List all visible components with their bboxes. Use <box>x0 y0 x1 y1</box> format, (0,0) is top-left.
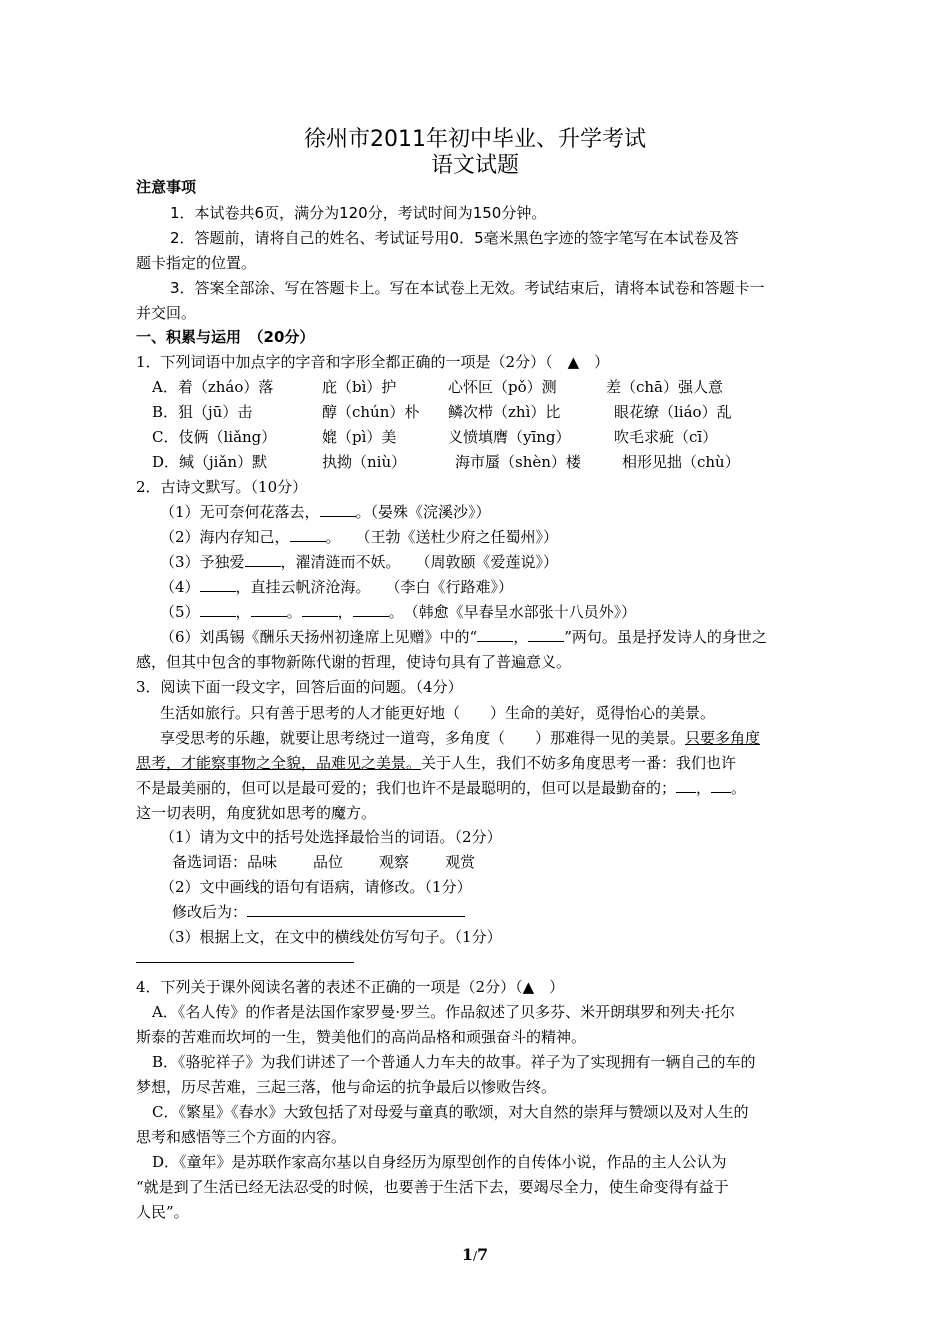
q4-option-b: B．《骆驼祥子》为我们讲述了一个普通人力车夫的故事。祥子为了实现拥有一辆自己的车的 <box>152 1053 756 1071</box>
q4-option-b-cont: 梦想，历尽苦难，三起三落，他与命运的抗争最后以惨败告终。 <box>136 1078 557 1096</box>
q3-stem: 3．阅读下面一段文字，回答后面的问题。（4分） <box>136 678 463 696</box>
q1-option-d-4: 相形见拙（chù） <box>622 453 740 471</box>
q2-item-3: （3）予独爱 ，濯清涟而不妖。 （周敦颐《爱莲说》） <box>160 553 559 571</box>
section-divider <box>136 962 354 963</box>
q1-option-a-3: 心怀叵（pǒ）测 <box>448 378 557 396</box>
exam-title-line1: 徐州市2011年初中毕业、升学考试 <box>304 127 646 152</box>
q3-revise: 修改后为： <box>172 902 465 922</box>
answer-blank[interactable] <box>251 602 287 617</box>
q1-option-d-2: 执拗（niù） <box>322 453 407 471</box>
q1-option-b-3: 鳞次栉（zhì）比 <box>448 403 561 421</box>
q2-item-1: （1）无可奈何花落去， 。（晏殊《浣溪沙》） <box>160 503 491 521</box>
answer-blank[interactable] <box>200 602 236 617</box>
q1-option-a-2: 庇（bì）护 <box>322 378 397 396</box>
q4-option-d-cont1: “就是到了生活已经无法忍受的时候，也要善于生活下去，要竭尽全力，使生命变得有益于 <box>136 1178 729 1196</box>
q1-option-b-4: 眼花缭（liáo）乱 <box>614 403 732 421</box>
answer-blank[interactable] <box>477 627 513 642</box>
notice-item-3-cont: 并交回。 <box>136 304 197 322</box>
q3-word-options: 备选词语：品味 品位 观察 观赏 <box>172 853 476 871</box>
q3-sub1: （1）请为文中的括号处选择最恰当的词语。（2分） <box>160 828 502 846</box>
q1-option-c-4: 吹毛求疵（cī） <box>614 428 718 446</box>
q4-option-a-cont: 斯泰的苦难而坎坷的一生，赞美他们的高尚品格和顽强奋斗的精神。 <box>136 1028 587 1046</box>
q1-option-a-1: A．着（zháo）落 <box>152 378 274 396</box>
q3-para2-line4: 这一切表明，角度犹如思考的魔方。 <box>136 804 377 822</box>
answer-blank[interactable] <box>290 527 326 542</box>
answer-blank[interactable] <box>676 778 696 793</box>
answer-blank[interactable] <box>245 552 281 567</box>
revise-answer-line[interactable] <box>247 902 465 917</box>
q4-option-c-cont: 思考和感悟等三个方面的内容。 <box>136 1128 347 1146</box>
exam-title-line2: 语文试题 <box>430 153 519 178</box>
answer-blank[interactable] <box>353 602 389 617</box>
q2-stem: 2．古诗文默写。（10分） <box>136 478 308 496</box>
underlined-sentence: 只要多角度 <box>685 729 761 747</box>
notice-item-3: 3．答案全部涂、写在答题卡上。写在本试卷上无效。考试结束后，请将本试卷和答题卡一 <box>170 279 765 297</box>
q4-stem: 4．下列关于课外阅读名著的表述不正确的一项是（2分）（▲ ） <box>136 978 565 996</box>
q1-stem: 1．下列词语中加点字的字音和字形全都正确的一项是（2分）（ ▲ ） <box>136 353 610 371</box>
q1-option-d-3: 海市蜃（shèn）楼 <box>455 453 581 471</box>
q2-item-2: （2）海内存知己， 。 （王勃《送杜少府之任蜀州》） <box>160 528 559 546</box>
notice-item-2-cont: 题卡指定的位置。 <box>136 254 257 272</box>
section1-heading: 一、积累与运用 （20分） <box>136 328 315 346</box>
answer-blank[interactable] <box>200 577 236 592</box>
answer-blank[interactable] <box>711 778 731 793</box>
q2-item-4: （4） ，直挂云帆济沧海。 （李白《行路难》） <box>160 578 514 596</box>
q4-option-d-cont2: 人民”。 <box>136 1203 189 1221</box>
underlined-sentence: 思考，才能察事物之全貌，品难见之美景。 <box>136 754 422 772</box>
notice-item-1: 1．本试卷共6页，满分为120分，考试时间为150分钟。 <box>170 204 547 222</box>
q3-sub2: （2）文中画线的语句有语病，请修改。（1分） <box>160 878 472 896</box>
notice-item-2: 2．答题前，请将自己的姓名、考试证号用0．5毫米黑色字迹的签字笔写在本试卷及答 <box>170 229 739 247</box>
q1-option-b-2: 醇（chún）朴 <box>322 403 420 421</box>
q1-option-c-3: 义愤填膺（yīng） <box>448 428 571 446</box>
q1-option-c-2: 媲（pì）美 <box>322 428 397 446</box>
q1-option-a-4: 差（chā）强人意 <box>606 378 724 396</box>
q4-option-a: A．《名人传》的作者是法国作家罗曼·罗兰。作品叙述了贝多芬、米开朗琪罗和列夫·托尔 <box>152 1003 735 1021</box>
answer-blank[interactable] <box>320 502 356 517</box>
answer-blank[interactable] <box>528 627 564 642</box>
q2-item-5: （5） ， 。 ， 。 （韩愈《早春呈水部张十八员外》） <box>160 603 637 621</box>
q3-para1: 生活如旅行。只有善于思考的人才能更好地（ ）生命的美好，觅得怡心的美景。 <box>160 704 716 722</box>
page-number: 1/7 <box>461 1245 489 1264</box>
q3-para2-line1: 享受思考的乐趣，就要让思考绕过一道弯，多角度（ ）那难得一见的美景。只要多角度 <box>160 729 761 747</box>
q4-option-c: C．《繁星》《春水》大致包括了对母爱与童真的歌颂，对大自然的崇拜与赞颂以及对人生的 <box>152 1103 749 1121</box>
q3-sub3: （3）根据上文，在文中的横线处仿写句子。（1分） <box>160 928 502 946</box>
answer-blank[interactable] <box>302 602 338 617</box>
notice-heading: 注意事项 <box>136 178 197 196</box>
q3-para2-line3: 不是最美丽的，但可以是最可爱的；我们也许不是最聪明的，但可以是最勤奋的； ， 。 <box>136 779 747 797</box>
q3-para2-line2: 思考，才能察事物之全貌，品难见之美景。关于人生，我们不妨多角度思考一番：我们也许 <box>136 754 737 772</box>
q1-option-b-1: B．狙（jū）击 <box>152 403 253 421</box>
q4-option-d: D．《童年》是苏联作家高尔基以自身经历为原型创作的自传体小说，作品的主人公认为 <box>152 1153 727 1171</box>
q1-option-c-1: C．伎俩（liǎng） <box>152 428 277 446</box>
q2-item-6: （6）刘禹锡《酬乐天扬州初逢席上见赠》中的“ ， ”两句。虽是抒发诗人的身世之 <box>160 628 767 646</box>
q1-option-d-1: D．缄（jiǎn）默 <box>152 453 268 471</box>
q2-item-6-cont: 感，但其中包含的事物新陈代谢的哲理，使诗句具有了普遍意义。 <box>136 653 572 671</box>
